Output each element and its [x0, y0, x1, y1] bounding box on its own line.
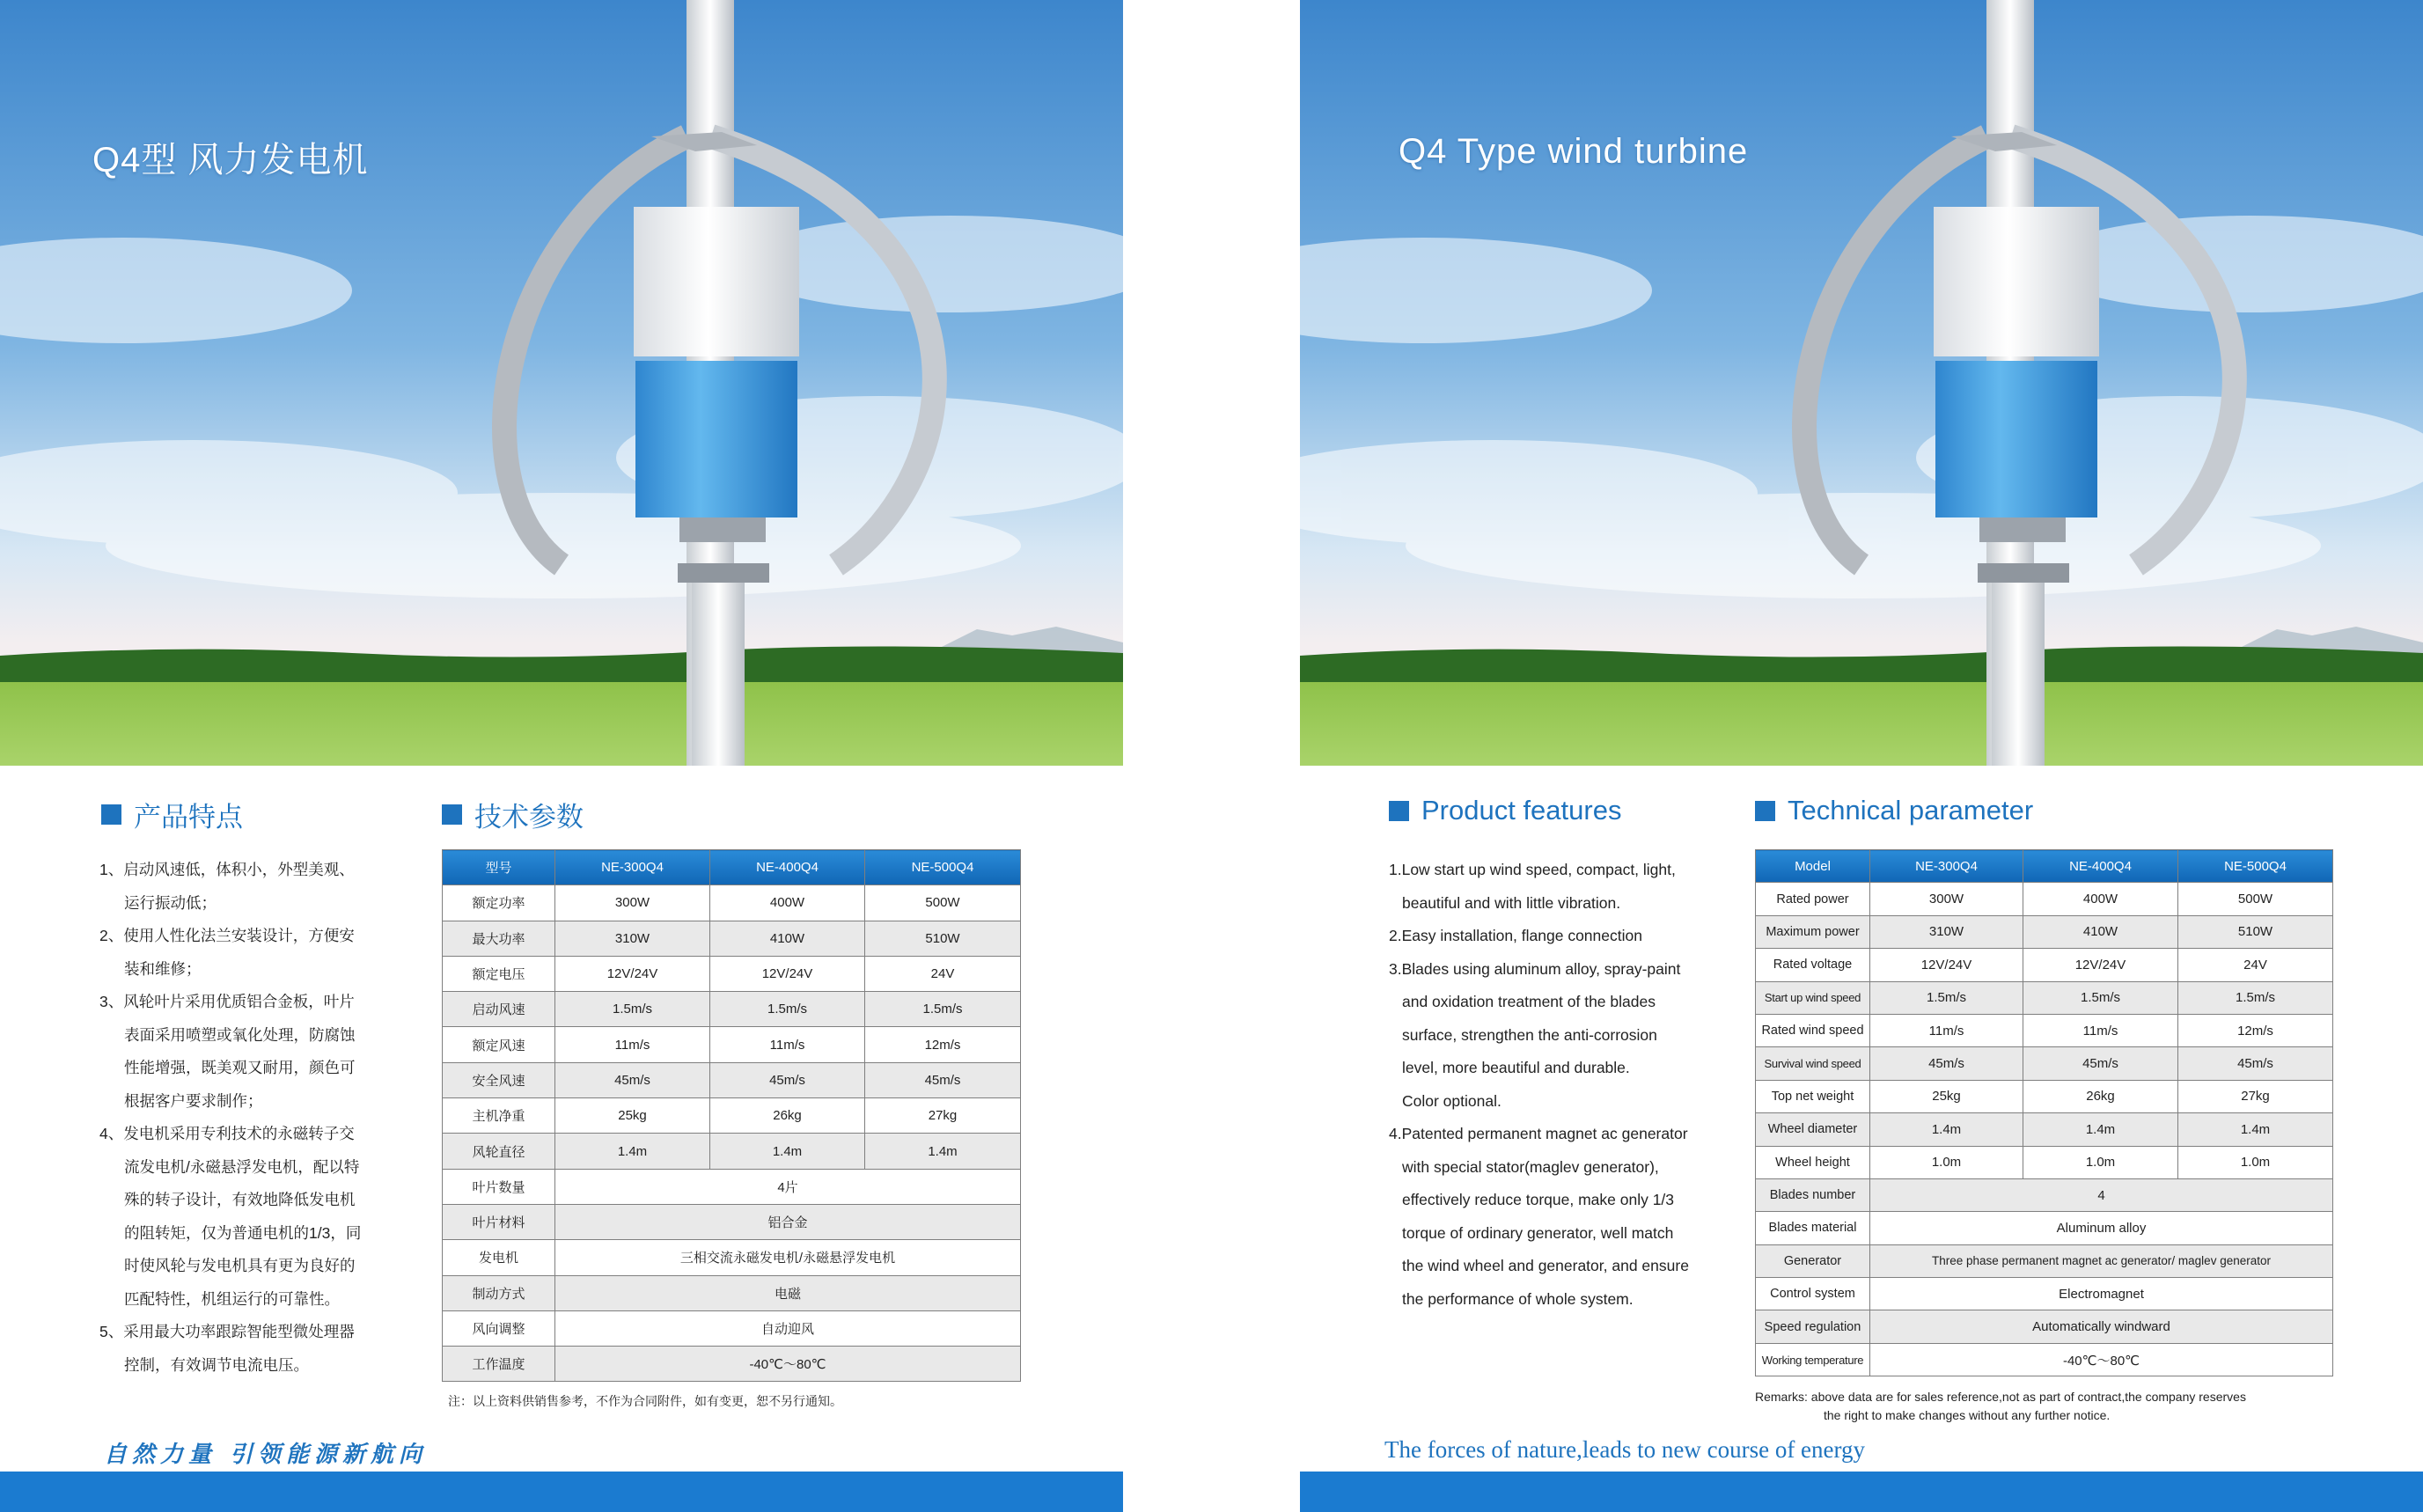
row-label: 最大功率 [443, 921, 555, 956]
table-cell: 1.5m/s [710, 992, 865, 1027]
table-cell: Automatically windward [1870, 1310, 2333, 1343]
brochure-page-english [1300, 0, 2423, 1512]
feature-line: surface, strengthen the anti-corrosion [1402, 1025, 1657, 1044]
feature-line: 性能增强，既美观又耐用，颜色可 [124, 1059, 356, 1076]
table-row [1756, 915, 2333, 948]
column-header: NE-500Q4 [865, 850, 1021, 885]
row-label: Working temperature [1756, 1343, 1870, 1376]
features-heading [101, 795, 243, 834]
table-cell: 1.4m [555, 1134, 710, 1169]
square-bullet-icon [1755, 801, 1775, 821]
features-heading [1389, 795, 1621, 826]
column-header: NE-400Q4 [2023, 850, 2178, 883]
row-label: Blades material [1756, 1212, 1870, 1244]
feature-line: 2.Easy installation, flange connection [1389, 927, 1642, 944]
table-cell: -40℃～80℃ [555, 1347, 1021, 1382]
table-cell: 11m/s [1870, 1014, 2023, 1046]
table-row [1756, 1047, 2333, 1080]
feature-line: 殊的转子设计，有效地降低发电机 [124, 1191, 356, 1208]
feature-line: the performance of whole system. [1402, 1289, 1634, 1308]
row-label: 额定功率 [443, 885, 555, 921]
features-list [99, 854, 390, 1382]
feature-line: effectively reduce torque, make only 1/3 [1402, 1191, 1675, 1208]
table-cell: 510W [865, 921, 1021, 956]
feature-line: with special stator(maglev generator), [1402, 1157, 1659, 1176]
row-label: 叶片材料 [443, 1204, 555, 1239]
table-note: 注：以上资料供销售参考，不作为合同附件，如有变更，恕不另行通知。 [448, 1394, 842, 1408]
row-label: Blades number [1756, 1178, 1870, 1211]
row-label: Rated wind speed [1756, 1014, 1870, 1046]
table-cell: 500W [2178, 883, 2333, 915]
table-cell: 1.4m [1870, 1113, 2023, 1146]
feature-line: 匹配特性，机组运行的可靠性。 [124, 1289, 340, 1308]
spec-table [442, 849, 1021, 1382]
feature-line: 的阻转矩，仅为普通电机的1/3，同 [124, 1223, 362, 1242]
table-cell: 4片 [555, 1169, 1021, 1204]
row-label: 额定风速 [443, 1027, 555, 1062]
feature-line: the wind wheel and generator, and ensure [1402, 1257, 1689, 1274]
table-row [443, 992, 1021, 1027]
footer-bar [1300, 1472, 2423, 1512]
table-cell: 1.5m/s [2023, 981, 2178, 1014]
row-label: Rated voltage [1756, 949, 1870, 981]
table-heading [1755, 795, 2033, 826]
feature-line: 装和维修； [124, 959, 202, 978]
table-cell: 电磁 [555, 1275, 1021, 1310]
column-header: NE-300Q4 [1870, 850, 2023, 883]
table-cell: 26kg [710, 1098, 865, 1134]
table-cell: 310W [555, 921, 710, 956]
feature-line: torque of ordinary generator, well match [1402, 1223, 1674, 1242]
table-cell: 410W [710, 921, 865, 956]
table-cell: 26kg [2023, 1080, 2178, 1112]
table-cell: 12m/s [2178, 1014, 2333, 1046]
table-row [443, 1240, 1021, 1275]
row-label: Start up wind speed [1756, 981, 1870, 1014]
feature-line: Color optional. [1402, 1091, 1502, 1110]
row-label: Maximum power [1756, 915, 1870, 948]
table-row [443, 921, 1021, 956]
table-header-row [1756, 850, 2333, 883]
table-row [1756, 1080, 2333, 1112]
row-label: 风轮直径 [443, 1134, 555, 1169]
feature-line: 3、风轮叶片采用优质铝合金板，叶片 [99, 993, 355, 1010]
hero-image [0, 0, 1123, 766]
table-row [1756, 1212, 2333, 1244]
table-row [1756, 1014, 2333, 1046]
table-cell: 45m/s [1870, 1047, 2023, 1080]
table-row [443, 1310, 1021, 1346]
brochure-page-chinese [0, 0, 1123, 1512]
table-cell: Aluminum alloy [1870, 1212, 2333, 1244]
row-label: 启动风速 [443, 992, 555, 1027]
table-cell: Three phase permanent magnet ac generator/ maglev generator [1870, 1244, 2333, 1277]
feature-line: 1、启动风速低，体积小，外型美观、 [99, 861, 355, 878]
feature-line: 1.Low start up wind speed, compact, light, [1389, 861, 1676, 878]
table-row [443, 1027, 1021, 1062]
table-row [1756, 1310, 2333, 1343]
column-header: 型号 [443, 850, 555, 885]
table-cell: -40℃～80℃ [1870, 1343, 2333, 1376]
feature-line: 流发电机/永磁悬浮发电机，配以特 [124, 1157, 360, 1176]
table-row [1756, 1244, 2333, 1277]
table-row [1756, 883, 2333, 915]
table-cell: 400W [2023, 883, 2178, 915]
table-cell: 4 [1870, 1178, 2333, 1211]
table-cell: 300W [1870, 883, 2023, 915]
feature-line: 4.Patented permanent magnet ac generator [1389, 1125, 1688, 1142]
table-cell: 11m/s [555, 1027, 710, 1062]
table-row [443, 1275, 1021, 1310]
row-label: Control system [1756, 1278, 1870, 1310]
hero-title: Q4 Type wind turbine [1399, 132, 1749, 171]
feature-line: 控制，有效调节电流电压。 [124, 1355, 309, 1374]
table-row [1756, 1343, 2333, 1376]
table-cell: 45m/s [865, 1062, 1021, 1097]
feature-line: level, more beautiful and durable. [1402, 1059, 1630, 1076]
table-cell: 12V/24V [710, 956, 865, 991]
table-note-line-1: Remarks: above data are for sales reference,not as part of contract,the company reserves [1755, 1390, 2246, 1404]
feature-line: 根据客户要求制作； [124, 1091, 263, 1110]
table-heading-text: 技术参数 [474, 802, 584, 833]
table-cell: 1.0m [1870, 1146, 2023, 1178]
table-cell: 400W [710, 885, 865, 921]
square-bullet-icon [442, 804, 462, 825]
square-bullet-icon [1389, 801, 1409, 821]
table-cell: Electromagnet [1870, 1278, 2333, 1310]
feature-line: 3.Blades using aluminum alloy, spray-paint [1389, 959, 1681, 978]
features-list [1389, 854, 1723, 1316]
table-row [443, 1204, 1021, 1239]
row-label: Generator [1756, 1244, 1870, 1277]
table-header-row [443, 850, 1021, 885]
table-row [1756, 981, 2333, 1014]
table-row [1756, 1278, 2333, 1310]
feature-line: and oxidation treatment of the blades [1402, 993, 1656, 1010]
feature-line: 2、使用人性化法兰安装设计，方便安 [99, 927, 355, 944]
table-cell: 45m/s [710, 1062, 865, 1097]
feature-line: 4、发电机采用专利技术的永磁转子交 [99, 1125, 355, 1142]
table-heading [442, 795, 584, 834]
table-row [443, 956, 1021, 991]
row-label: 额定电压 [443, 956, 555, 991]
table-cell: 11m/s [710, 1027, 865, 1062]
feature-line: 5、采用最大功率跟踪智能型微处理器 [99, 1323, 355, 1340]
table-cell: 1.0m [2023, 1146, 2178, 1178]
table-row [1756, 949, 2333, 981]
table-cell: 24V [2178, 949, 2333, 981]
table-cell: 12V/24V [2023, 949, 2178, 981]
table-cell: 12V/24V [555, 956, 710, 991]
table-cell: 45m/s [555, 1062, 710, 1097]
table-note-line-2: the right to make changes without any further notice. [1824, 1408, 2111, 1422]
table-cell: 自动迎风 [555, 1310, 1021, 1346]
feature-line: 表面采用喷塑或氧化处理，防腐蚀 [124, 1025, 356, 1044]
table-cell: 1.5m/s [2178, 981, 2333, 1014]
feature-line: 运行振动低； [124, 893, 217, 912]
table-row [443, 1169, 1021, 1204]
table-cell: 24V [865, 956, 1021, 991]
feature-line: 时使风轮与发电机具有更为良好的 [124, 1257, 356, 1274]
table-cell: 11m/s [2023, 1014, 2178, 1046]
row-label: 叶片数量 [443, 1169, 555, 1204]
table-cell: 1.0m [2178, 1146, 2333, 1178]
table-row [1756, 1178, 2333, 1211]
table-row [443, 885, 1021, 921]
table-cell: 12m/s [865, 1027, 1021, 1062]
column-header: NE-500Q4 [2178, 850, 2333, 883]
spec-table [1755, 849, 2333, 1376]
table-cell: 三相交流永磁发电机/永磁悬浮发电机 [555, 1240, 1021, 1275]
table-cell: 300W [555, 885, 710, 921]
table-row [1756, 1113, 2333, 1146]
row-label: Wheel diameter [1756, 1113, 1870, 1146]
square-bullet-icon [101, 804, 121, 825]
features-heading-text: Product features [1421, 795, 1622, 826]
table-cell: 27kg [2178, 1080, 2333, 1112]
table-cell: 1.4m [2178, 1113, 2333, 1146]
table-heading-text: Technical parameter [1788, 795, 2034, 826]
column-header: NE-300Q4 [555, 850, 710, 885]
table-cell: 27kg [865, 1098, 1021, 1134]
table-cell: 12V/24V [1870, 949, 2023, 981]
table-cell: 1.5m/s [555, 992, 710, 1027]
table-cell: 25kg [1870, 1080, 2023, 1112]
table-cell: 45m/s [2023, 1047, 2178, 1080]
table-row [1756, 1146, 2333, 1178]
table-cell: 310W [1870, 915, 2023, 948]
wind-turbine-illustration [0, 0, 1123, 766]
features-heading-text: 产品特点 [134, 802, 243, 833]
table-row [443, 1098, 1021, 1134]
row-label: 风向调整 [443, 1310, 555, 1346]
table-cell: 1.5m/s [865, 992, 1021, 1027]
table-row [443, 1347, 1021, 1382]
column-header: NE-400Q4 [710, 850, 865, 885]
table-cell: 1.4m [710, 1134, 865, 1169]
row-label: 安全风速 [443, 1062, 555, 1097]
table-cell: 1.5m/s [1870, 981, 2023, 1014]
table-cell: 500W [865, 885, 1021, 921]
table-cell: 25kg [555, 1098, 710, 1134]
slogan: 自然力量 引领能源新航向 [104, 1442, 428, 1468]
table-cell: 1.4m [2023, 1113, 2178, 1146]
table-cell: 45m/s [2178, 1047, 2333, 1080]
row-label: Speed regulation [1756, 1310, 1870, 1343]
hero-title: Q4型 风力发电机 [92, 141, 369, 180]
row-label: Rated power [1756, 883, 1870, 915]
row-label: 工作温度 [443, 1347, 555, 1382]
feature-line: beautiful and with little vibration. [1402, 893, 1621, 912]
row-label: Wheel height [1756, 1146, 1870, 1178]
table-cell: 1.4m [865, 1134, 1021, 1169]
table-cell: 铝合金 [555, 1204, 1021, 1239]
row-label: 发电机 [443, 1240, 555, 1275]
row-label: 制动方式 [443, 1275, 555, 1310]
table-row [443, 1062, 1021, 1097]
footer-bar [0, 1472, 1123, 1512]
wind-turbine-illustration [1300, 0, 2423, 766]
table-cell: 510W [2178, 915, 2333, 948]
slogan: The forces of nature,leads to new course of energy [1384, 1436, 1866, 1463]
row-label: Survival wind speed [1756, 1047, 1870, 1080]
table-row [443, 1134, 1021, 1169]
row-label: Top net weight [1756, 1080, 1870, 1112]
hero-image [1300, 0, 2423, 766]
table-note [1755, 1388, 2336, 1425]
column-header: Model [1756, 850, 1870, 883]
table-cell: 410W [2023, 915, 2178, 948]
row-label: 主机净重 [443, 1098, 555, 1134]
